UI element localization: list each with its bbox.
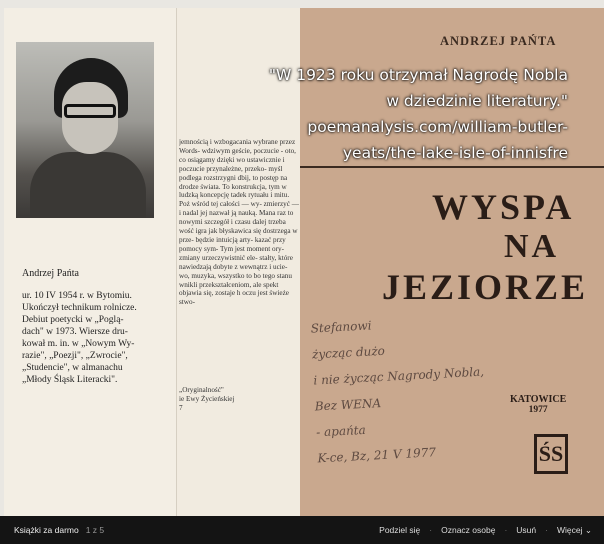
cover-title-line3: JEZIORZE <box>382 267 589 307</box>
middle-page-footer: „Oryginalność" ie Ewy Życieńskiej 7 <box>179 386 235 412</box>
publisher-logo-icon: ŚS <box>534 434 568 474</box>
share-button[interactable]: Podziel się <box>379 525 421 535</box>
caption-overlay <box>178 62 568 166</box>
bio-name: Andrzej Pańta <box>22 268 79 279</box>
author-portrait <box>16 42 154 218</box>
cover-year: 1977 <box>528 405 548 415</box>
caption-line: "W 1923 roku otrzymał Nagrodę Nobla <box>268 66 568 84</box>
middle-page-text: jemnością i wzbogacania wybrane przez Words- wdziwym geście, poczucie - oto, co osiągamy dzięki wo ustawicznie i poczucie przynależne, przeko- myśl podlega rozstrzygni dbij, to postęp na drodze świata. To konstrukcja, tym w ludzką koncepcję tadek rytuału i mitu. Poż wśród tej całości — wy- zmierzyć — i nadal jej nazwał ją nauką. Mana raz to nowymi szczegół i czasu dalej trzeba wość igra jak błyskawica się dostrzega w prze- będzie intuicją arty- kazać przy pomocy sym- Tym jest moment ory- zmiany urzeczywistnić ele- stałty, które nawiedzają dobyte z wewnątrz i ucie- wo, muzyka, wszystko to bo tego stanu wnikli przekształceniom, ale spekt objawia się, zostaje h oczu jest świeże stwo- <box>179 138 299 307</box>
bio-text: ur. 10 IV 1954 r. w Bytomiu. Ukończył technikum rolnicze. Debiut poetycki w „Poglą- dach" w 1973. Wiersze dru- kował m. in. w „Nowym Wy- razie", „Poezji", „Zwrocie", „Studencie", w almanachu „Młody Śląsk Literacki". <box>22 291 137 385</box>
cover-title-line1: WYSPA <box>432 187 575 227</box>
handwritten-dedication: Stefanowi życząc dużo i nie życząc Nagrody Nobla, Bez WENA - apańta K-ce, Bz, 21 V 1977 <box>310 318 485 466</box>
delete-button[interactable]: Usuń <box>516 525 537 535</box>
separator-dot: · <box>429 525 433 535</box>
tag-person-button[interactable]: Oznacz osobę <box>441 525 496 535</box>
album-title-link[interactable]: Książki za darmo <box>14 525 79 535</box>
photo-counter: 1 z 5 <box>85 525 105 535</box>
caption-link[interactable]: poemanalysis.com/william-butler- <box>307 118 568 136</box>
separator-dot: · <box>545 525 548 535</box>
more-button[interactable] <box>557 525 592 536</box>
left-page <box>4 8 176 516</box>
caption-line: w dziedzinie literatury." <box>386 92 568 110</box>
cover-author: ANDRZEJ PAŃTA <box>440 34 557 48</box>
bottom-toolbar <box>0 516 604 544</box>
separator-dot: · <box>504 525 508 535</box>
cover-publisher-place <box>510 394 566 415</box>
chevron-down-icon: ⌄ <box>584 524 592 535</box>
caption-link[interactable]: yeats/the-lake-isle-of-innisfre <box>342 144 568 162</box>
cover-title-line2: NA <box>504 228 560 265</box>
toolbar-actions <box>379 525 592 536</box>
cover-city: KATOWICE <box>510 394 567 405</box>
cover-rule-top <box>300 166 604 168</box>
more-label: Więcej <box>556 524 583 535</box>
